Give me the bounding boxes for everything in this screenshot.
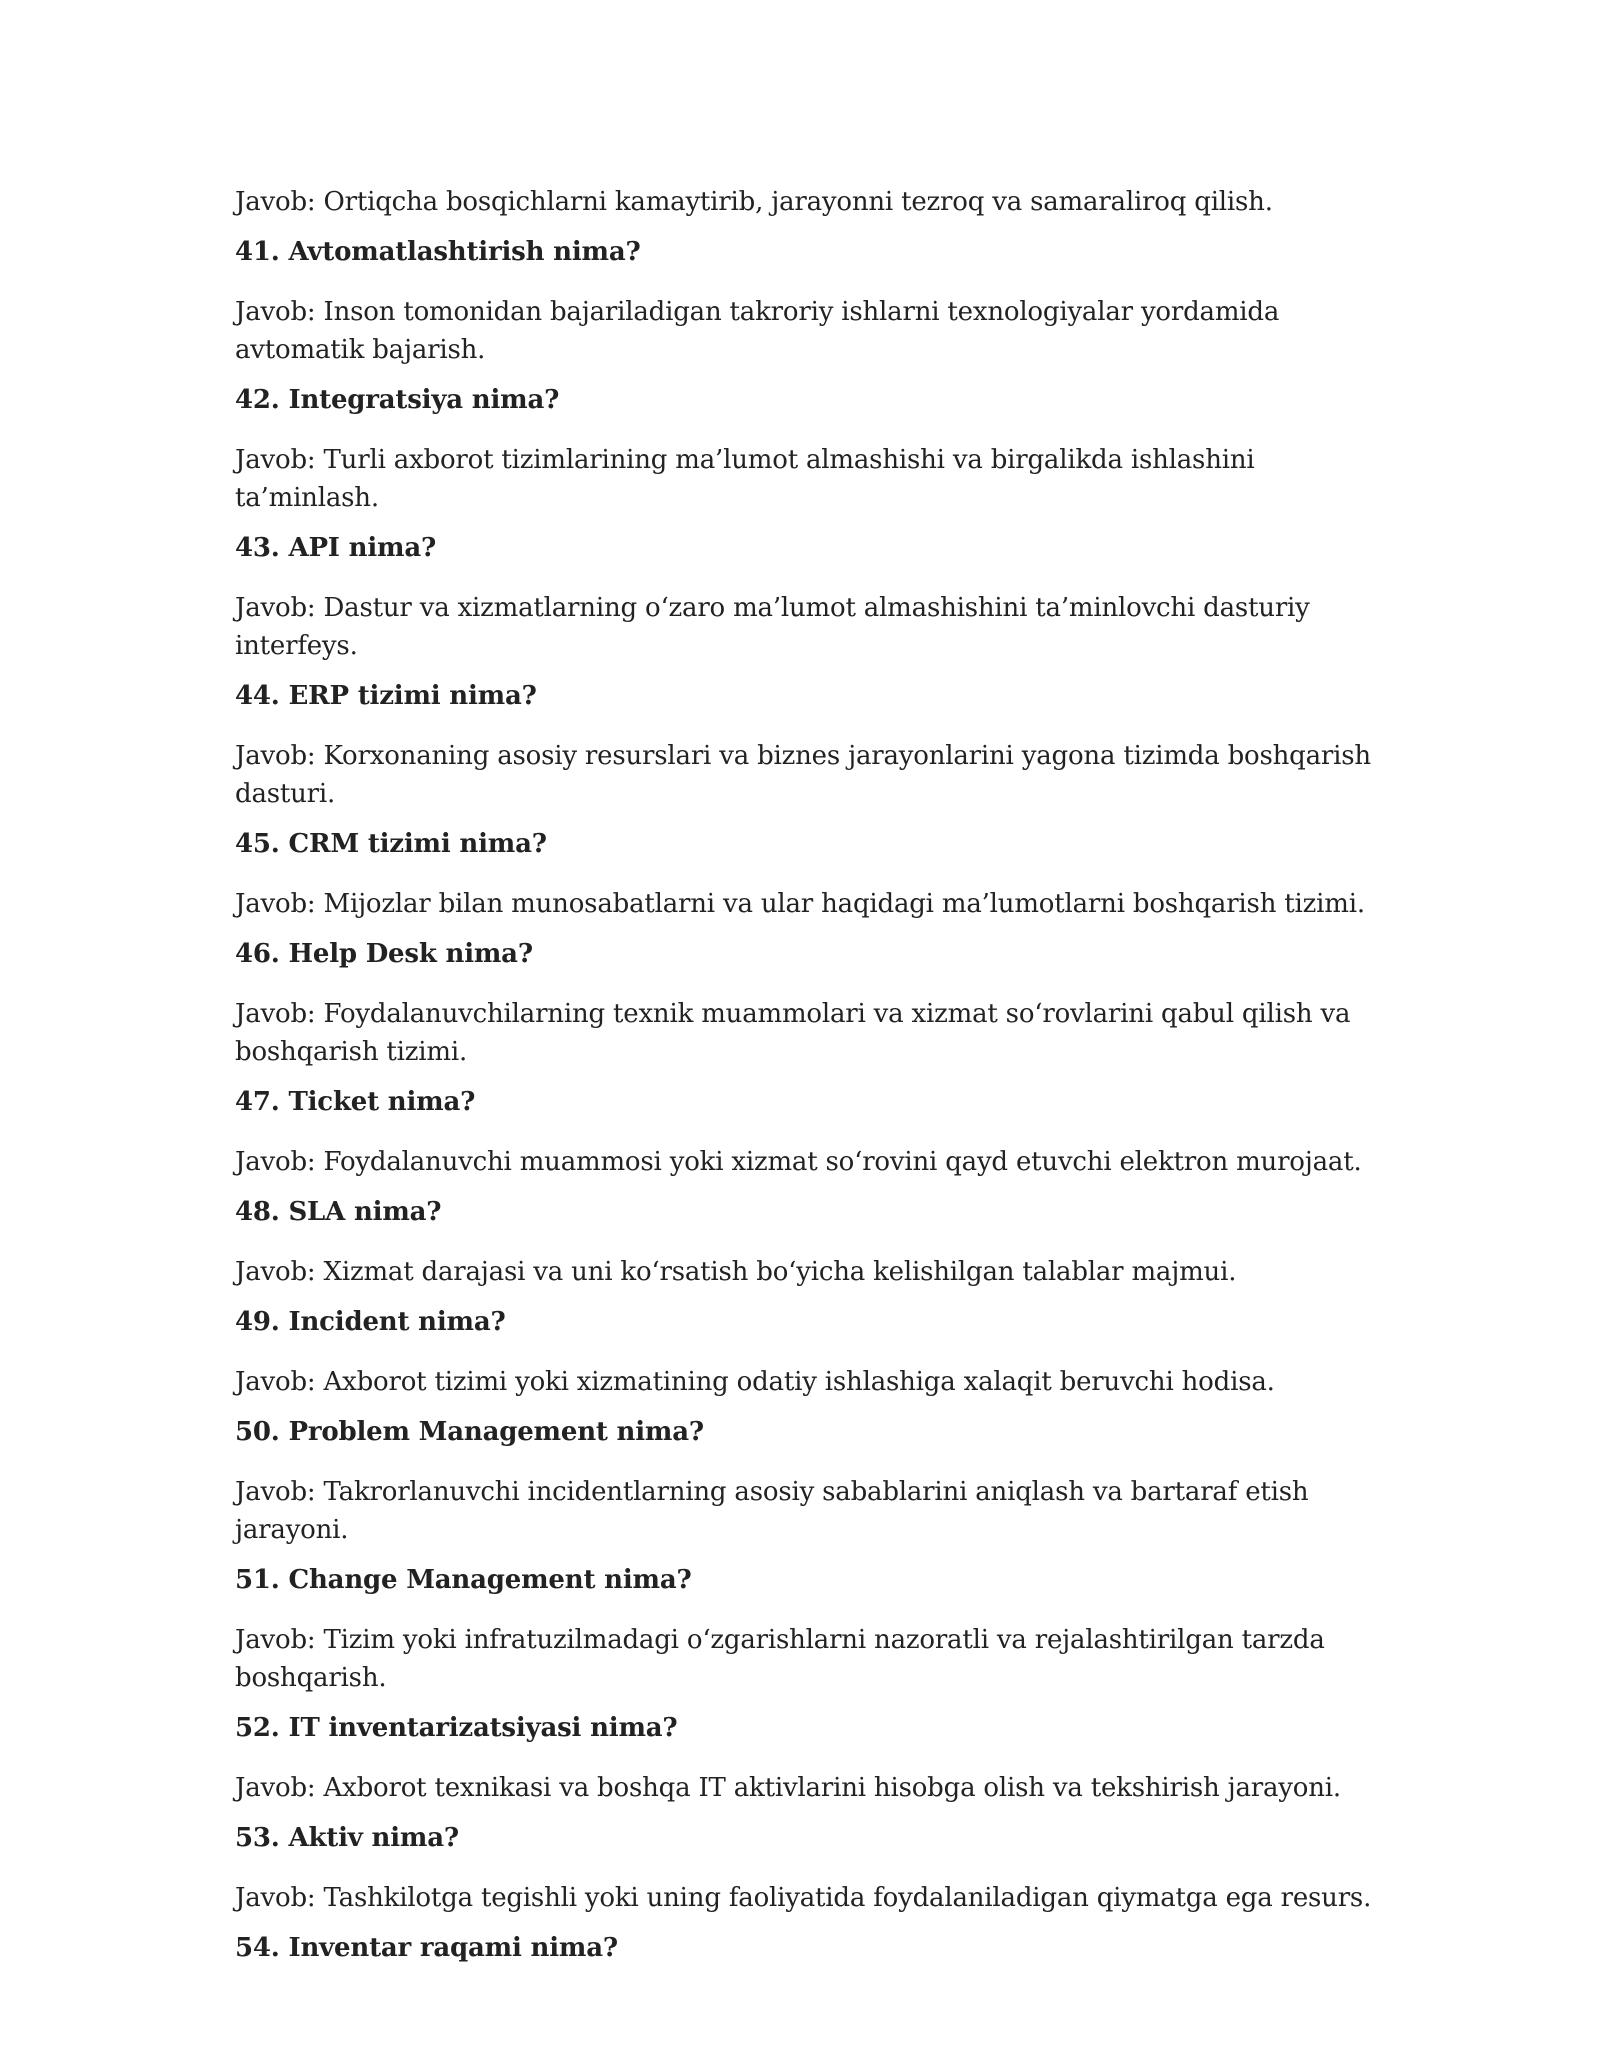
answer-text: Javob: Tashkilotga tegishli yoki uning faoliyatida foydalaniladigan qiymatga ega resurs. bbox=[235, 1883, 1372, 1913]
question-heading: 53. Aktiv nima? bbox=[235, 1823, 459, 1853]
answer-text: Javob: Korxonaning asosiy resurslari va biznes jarayonlarini yagona tizimda boshqarish dasturi. bbox=[235, 741, 1371, 809]
question-heading: 42. Integratsiya nima? bbox=[235, 385, 560, 415]
answer-text: Javob: Foydalanuvchilarning texnik muammolari va xizmat so‘rovlarini qabul qilish va boshqarish tizimi. bbox=[235, 999, 1351, 1067]
question-heading: 51. Change Management nima? bbox=[235, 1565, 692, 1595]
question-heading: 49. Incident nima? bbox=[235, 1307, 506, 1337]
answer-text: Javob: Mijozlar bilan munosabatlarni va ular haqidagi ma’lumotlarni boshqarish tizimi. bbox=[235, 889, 1365, 919]
answer-text: Javob: Foydalanuvchi muammosi yoki xizmat so‘rovini qayd etuvchi elektron murojaat. bbox=[235, 1147, 1362, 1177]
intro-answer: Javob: Ortiqcha bosqichlarni kamaytirib, jarayonni tezroq va samaraliroq qilish. bbox=[235, 187, 1273, 217]
question-heading: 44. ERP tizimi nima? bbox=[235, 681, 537, 711]
question-heading: 54. Inventar raqami nima? bbox=[235, 1933, 618, 1963]
qa-list bbox=[235, 233, 1395, 1967]
question-heading: 48. SLA nima? bbox=[235, 1197, 442, 1227]
question-heading: 47. Ticket nima? bbox=[235, 1087, 476, 1117]
answer-text: Javob: Dastur va xizmatlarning o‘zaro ma’lumot almashishini ta’minlovchi dasturiy interfeys. bbox=[235, 593, 1310, 661]
answer-text: Javob: Takrorlanuvchi incidentlarning asosiy sabablarini aniqlash va bartaraf etish jarayoni. bbox=[235, 1477, 1309, 1545]
question-heading: 43. API nima? bbox=[235, 533, 436, 563]
question-heading: 52. IT inventarizatsiyasi nima? bbox=[235, 1713, 678, 1743]
question-heading: 50. Problem Management nima? bbox=[235, 1417, 704, 1447]
question-heading: 46. Help Desk nima? bbox=[235, 939, 533, 969]
answer-text: Javob: Inson tomonidan bajariladigan takroriy ishlarni texnologiyalar yordamida avtomatik bajarish. bbox=[235, 297, 1280, 365]
answer-text: Javob: Xizmat darajasi va uni ko‘rsatish bo‘yicha kelishilgan talablar majmui. bbox=[235, 1257, 1237, 1287]
answer-text: Javob: Axborot tizimi yoki xizmatining odatiy ishlashiga xalaqit beruvchi hodisa. bbox=[235, 1367, 1275, 1397]
question-heading: 41. Avtomatlashtirish nima? bbox=[235, 237, 641, 267]
question-heading: 45. CRM tizimi nima? bbox=[235, 829, 547, 859]
answer-text: Javob: Turli axborot tizimlarining ma’lumot almashishi va birgalikda ishlashini ta’minlash. bbox=[235, 445, 1255, 513]
answer-text: Javob: Tizim yoki infratuzilmadagi o‘zgarishlarni nazoratli va rejalashtirilgan tarzda boshqarish. bbox=[235, 1625, 1325, 1693]
page-content bbox=[235, 183, 1395, 1989]
answer-text: Javob: Axborot texnikasi va boshqa IT aktivlarini hisobga olish va tekshirish jarayoni. bbox=[235, 1773, 1341, 1803]
